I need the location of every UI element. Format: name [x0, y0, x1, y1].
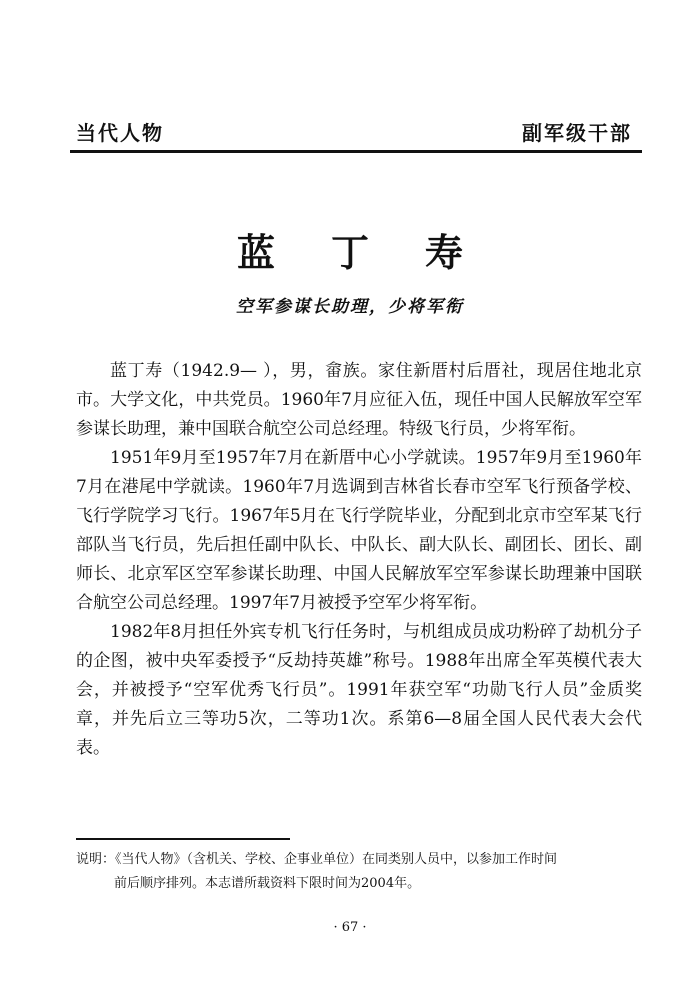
footnote-line: 前后顺序排列。本志谱所载资料下限时间为2004年。 [114, 876, 421, 891]
person-position-subtitle: 空军参谋长助理，少将军衔 [236, 297, 464, 317]
biography-paragraph-honors: 1982年8月担任外宾专机飞行任务时，与机组成员成功粉碎了劫机分子的企图，被中央军委授予“反劫持英雄”称号。1988年出席全军英模代表大会，并被授予“空军优秀飞行员”。1991年获空军“功勋飞行人员”金质奖章，并先后立三等功5次，二等功1次。系第6—8届全国人民代表大会代表。 [76, 622, 642, 758]
footnote-divider [76, 838, 290, 840]
biography-body [76, 357, 642, 763]
person-name-title: 蓝丁寿 [236, 231, 519, 275]
page-number: · 67 · [333, 920, 367, 935]
biography-paragraph-intro: 蓝丁寿（1942.9— ），男，畲族。家住新厝村后厝社，现居住地北京市。大学文化，中共党员。1960年7月应征入伍，现任中国人民解放军空军参谋长助理，兼中国联合航空公司总经理。特级飞行员，少将军衔。 [76, 361, 642, 439]
running-header-category: 副军级干部 [522, 121, 632, 145]
header-divider [70, 150, 642, 153]
footnote [76, 848, 642, 896]
running-header-section: 当代人物 [76, 121, 164, 145]
biography-paragraph-career: 1951年9月至1957年7月在新厝中心小学就读。1957年9月至1960年7月在港尾中学就读。1960年7月选调到吉林省长春市空军飞行预备学校、飞行学院学习飞行。1967年5月在飞行学院毕业，分配到北京市空军某飞行部队当飞行员，先后担任副中队长、中队长、副大队长、副团长、团长、副师长、北京军区空军参谋长助理、中国人民解放军空军参谋长助理兼中国联合航空公司总经理。1997年7月被授予空军少将军衔。 [76, 448, 642, 613]
footnote-line: 说明：《当代人物》（含机关、学校、企事业单位）在同类别人员中，以参加工作时间 [76, 852, 558, 867]
